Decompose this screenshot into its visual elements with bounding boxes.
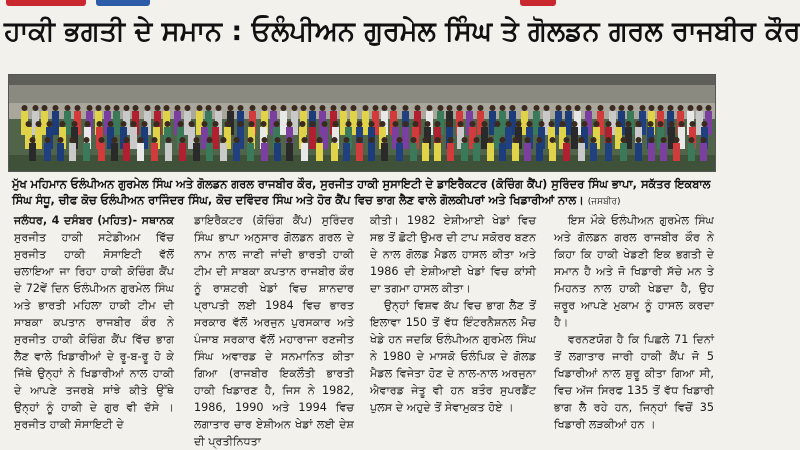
headline: ਹਾਕੀ ਭਗਤੀ ਦੇ ਸਮਾਨ : ਓਲੰਪੀਅਨ ਗੁਰਮੇਲ ਸਿੰਘ ਤੇ ਗੋਲਡਨ ਗਰਲ ਰਾਜਬੀਰ ਕੌਰ — [4, 16, 800, 47]
photo-person — [571, 127, 578, 149]
photo-person-head — [457, 105, 463, 111]
photo-person-head — [391, 105, 397, 111]
photo-person-head — [124, 105, 130, 111]
photo-person-head — [649, 137, 655, 143]
photo-person-head — [70, 137, 76, 143]
photo-person-head — [661, 137, 667, 143]
photo-person-head — [60, 121, 66, 127]
photo-person-head — [206, 105, 212, 111]
photo-person-head — [706, 105, 712, 111]
photo-person — [673, 143, 680, 161]
photo-person-head — [351, 105, 357, 111]
article-dateline: ਜਲੰਧਰ, 4 ਦਸੰਬਰ (ਮਹਿਤ)- ਸਥਾਨਕ — [14, 214, 174, 227]
photo-person-head — [165, 121, 171, 127]
photo-person — [635, 143, 642, 161]
photo-person — [356, 143, 363, 161]
photo-person-head — [628, 105, 634, 111]
photo-person-head — [202, 121, 208, 127]
photo-person-head — [403, 105, 409, 111]
photo-person — [487, 143, 494, 161]
photo-person — [206, 143, 213, 161]
photo-person-head — [357, 137, 363, 143]
photo-person — [52, 111, 59, 135]
top-color-strip — [0, 0, 725, 6]
photo-person-head — [689, 137, 695, 143]
photo-person — [98, 143, 105, 161]
photo-person — [316, 143, 323, 161]
photo-person — [362, 111, 369, 135]
photo-person-head — [564, 137, 570, 143]
photo-person-head — [185, 105, 191, 111]
photo-person-head — [500, 105, 506, 111]
photo-person-head — [152, 137, 158, 143]
photo-person-head — [281, 105, 287, 111]
photo-person — [447, 143, 454, 161]
photo-person-head — [470, 121, 476, 127]
photo-person-head — [317, 137, 323, 143]
photo-person-head — [427, 105, 433, 111]
photo-person-head — [99, 137, 105, 143]
photo-person-head — [114, 105, 120, 111]
photo-person-head — [510, 105, 516, 111]
photo-person-head — [380, 121, 386, 127]
photo-person-head — [435, 121, 441, 127]
photo-person-head — [72, 121, 78, 127]
top-red-blot-2 — [520, 0, 556, 6]
photo-person-head — [164, 105, 170, 111]
photo-person — [590, 143, 597, 161]
photo-person-head — [238, 105, 244, 111]
photo-person-head — [522, 105, 528, 111]
photo-person-head — [621, 137, 627, 143]
photo-person — [309, 127, 316, 149]
photo-person — [536, 143, 543, 161]
photo-person-head — [275, 137, 281, 143]
article-column-3 — [370, 212, 536, 412]
photo-person-head — [166, 137, 172, 143]
photo-person-head — [344, 137, 350, 143]
caption-credit: (ਜਸਬੀਰ) — [587, 197, 621, 207]
photo-person-head — [648, 121, 654, 127]
photo-person-head — [550, 137, 556, 143]
photo-person-head — [467, 105, 473, 111]
photo-person-head — [154, 121, 160, 127]
photo-person-head — [495, 121, 501, 127]
photo-person-head — [575, 105, 581, 111]
photo-person-head — [292, 105, 298, 111]
photo-person-head — [606, 137, 612, 143]
photo-person-head — [207, 137, 213, 143]
photo-person-head — [145, 105, 151, 111]
photo-person-head — [213, 121, 219, 127]
photo-person-head — [701, 137, 707, 143]
photo-person-head — [138, 137, 144, 143]
photo-person — [422, 143, 429, 161]
photo-person-head — [96, 105, 102, 111]
photo-person-head — [594, 121, 600, 127]
photo-person-head — [112, 137, 118, 143]
photo-person-head — [438, 105, 444, 111]
photo-person-head — [301, 105, 307, 111]
photo-person-head — [598, 105, 604, 111]
photo-person — [44, 143, 51, 161]
photo-person-head — [382, 105, 388, 111]
photo-person-head — [513, 137, 519, 143]
photo-person — [402, 127, 409, 149]
photo-person-head — [310, 105, 316, 111]
photo-person — [212, 127, 219, 149]
photo-person-head — [606, 121, 612, 127]
photo-person-head — [566, 105, 572, 111]
photo-person — [512, 143, 519, 161]
photo-person-head — [84, 137, 90, 143]
photo-person-head — [225, 121, 231, 127]
photo-person-head — [579, 137, 585, 143]
photo-person-head — [544, 105, 550, 111]
photo-person-head — [87, 105, 93, 111]
photo-person-head — [525, 137, 531, 143]
photo-person — [660, 143, 667, 161]
photo-person-head — [108, 121, 114, 127]
article-col4-para-1: ਇਸ ਮੌਕੇ ਓਲੰਪੀਅਨ ਗੁਰਮੇਲ ਸਿੰਘ ਅਤੇ ਗੋਲਡਨ ਗਰਲ ਰਾਜਬੀਰ ਕੌਰ ਨੇ ਕਿਹਾ ਕਿ ਹਾਕੀ ਖੇਡਣੀ ਇਕ ਭਗਤੀ ਦੇ ਸਮਾਨ ਹੈ ਅਤੇ ਜੋ ਖਿਡਾਰੀ ਸੱਚੇ ਮਨ ਤੇ ਮਿਹਨਤ ਨਾਲ ਹਾਕੀ ਖੇਡਦਾ ਹੈ, ਉਹ ਜ਼ਰੂਰ ਆਪਣੇ ਮੁਕਾਮ ਨੂੰ ਹਾਸਲ ਕਰਦਾ ਹੈ। — [554, 214, 714, 329]
top-blue-blot — [96, 0, 150, 6]
photo-person — [137, 143, 144, 161]
photo-person-head — [65, 105, 71, 111]
photo-person — [274, 143, 281, 161]
photo-person-head — [97, 121, 103, 127]
photo-person — [151, 143, 158, 161]
photo-person-head — [478, 105, 484, 111]
photo-person-head — [516, 121, 522, 127]
photo-person — [461, 143, 468, 161]
photo-person-head — [435, 137, 441, 143]
photo-person-head — [274, 121, 280, 127]
photo-person-head — [447, 105, 453, 111]
photo-person-head — [322, 121, 328, 127]
photo-person-head — [33, 105, 39, 111]
photo-person-head — [582, 121, 588, 127]
photo-person-head — [262, 137, 268, 143]
photo-person-head — [271, 105, 277, 111]
photo-person-head — [448, 137, 454, 143]
article-column-4 — [554, 212, 714, 431]
article-col1-text: ਸੁਰਜੀਤ ਹਾਕੀ ਸਟੇਡੀਅਮ ਵਿੱਚ ਸੁਰਜੀਤ ਹਾਕੀ ਸੋਸਾਇਟੀ ਵੱਲੋਂ ਚਲਾਇਆ ਜਾ ਰਿਹਾ ਹਾਕੀ ਕੋਚਿੰਗ ਕੈਂਪ ਦੇ 72ਵੇਂ ਦਿਨ ਓਲੰਪੀਅਨ ਗੁਰਮੇਲ ਸਿੰਘ ਅਤੇ ਭਾਰਤੀ ਮਹਿਲਾ ਹਾਕੀ ਟੀਮ ਦੀ ਸਾਬਕਾ ਕਪਤਾਨ ਰਾਜਬੀਰ ਕੌਰ ਨੇ ਸੁਰਜੀਤ ਹਾਕੀ ਕੋਚਿੰਗ ਕੈਂਪ ਵਿੱਚ ਭਾਗ ਲੈਣ ਵਾਲੇ ਖਿਡਾਰੀਆਂ ਦੇ ਰੂ-ਬ-ਰੂ ਹੋ ਕੇ ਜਿੱਥੇ ਉਨ੍ਹਾਂ ਨੇ ਖਿਡਾਰੀਆਂ ਨਾਲ ਹਾਕੀ ਦੇ ਆਪਣੇ ਤਜਰਬੇ ਸਾਂਝੇ ਕੀਤੇ ਉੱਥੇ ਉਨ੍ਹਾਂ ਨੂੰ ਹਾਕੀ ਦੇ ਗੁਰ ਵੀ ਦੱਸੇ । ਸੁਰਜੀਤ ਹਾਕੀ ਸੋਸਾਇਟੀ ਦੇ — [14, 231, 174, 431]
photo-person-head — [679, 121, 685, 127]
photo-person — [648, 143, 655, 161]
photo-person — [35, 127, 42, 149]
photo-person-head — [194, 137, 200, 143]
photo-person-head — [369, 121, 375, 127]
photo-person-head — [534, 105, 540, 111]
photo-person — [57, 143, 64, 161]
photo-person — [280, 111, 287, 135]
photo-person — [331, 143, 338, 161]
photo-person-head — [610, 105, 616, 111]
photo-person-head — [189, 121, 195, 127]
photo-person-head — [124, 137, 130, 143]
photo-person-head — [539, 121, 545, 127]
photo-person-head — [121, 121, 127, 127]
article-col4-para-2: ਵਰਨਣਯੋਗ ਹੈ ਕਿ ਪਿਛਲੇ 71 ਦਿਨਾਂ ਤੋਂ ਲਗਾਤਾਰ ਜਾਰੀ ਹਾਕੀ ਕੈਂਪ ਜੋ 5 ਖਿਡਾਰੀਆਂ ਨਾਲ ਸ਼ੁਰੂ ਕੀਤਾ ਗਿਆ ਸੀ, ਵਿਚ ਅੱਜ ਸਿਰਫ 135 ਤੋਂ ਵੱਧ ਖਿਡਾਰੀ ਭਾਗ ਲੈ ਰਹੇ ਹਨ, ਜਿਨ੍ਹਾਂ ਵਿਚੋਂ 35 ਖਿਡਾਰੀ ਲੜਕੀਆਂ ਹਨ । — [554, 333, 714, 431]
photo-person-head — [674, 137, 680, 143]
photo-person — [220, 143, 227, 161]
photo-person-head — [462, 137, 468, 143]
photo-person-head — [537, 137, 543, 143]
photo-person-head — [262, 105, 268, 111]
photo-person — [505, 127, 512, 149]
photo-person-head — [248, 137, 254, 143]
photo-person-head — [238, 121, 244, 127]
photo-person — [261, 143, 268, 161]
photo-person-head — [142, 121, 148, 127]
photo-person-head — [572, 121, 578, 127]
photo-person-head — [560, 121, 566, 127]
article-col2-text: ਡਾਇਰੈਕਟਰ (ਕੋਚਿੰਗ ਕੈਂਪ) ਸੁਰਿੰਦਰ ਸਿੰਘ ਭਾਪਾ ਅਨੁਸਾਰ ਗੋਲਡਨ ਗਰਲ ਦੇ ਨਾਮ ਨਾਲ ਜਾਣੀ ਜਾਂਦੀ ਭਾਰਤੀ ਹਾਕੀ ਟੀਮ ਦੀ ਸਾਬਕਾ ਕਪਤਾਨ ਰਾਜਬੀਰ ਕੌਰ ਨੂੰ ਰਾਸ਼ਟਰੀ ਖੇਡਾਂ ਵਿਚ ਸ਼ਾਨਦਾਰ ਪ੍ਰਾਪਤੀ ਲਈ 1984 ਵਿਚ ਭਾਰਤ ਸਰਕਾਰ ਵੱਲੋਂ ਅਰਜੁਨ ਪੁਰਸਕਾਰ ਅਤੇ ਪੰਜਾਬ ਸਰਕਾਰ ਵੱਲੋਂ ਮਹਾਰਾਜਾ ਰਣਜੀਤ ਸਿੰਘ ਅਵਾਰਡ ਦੇ ਸਨਮਾਨਿਤ ਕੀਤਾ ਗਿਆ (ਰਾਜਬੀਰ ਇਕਲੌਤੀ ਭਾਰਤੀ ਹਾਕੀ ਖਿਡਾਰਣ ਹੈ, ਜਿਸ ਨੇ 1982, 1986, 1990 ਅਤੇ 1994 ਵਿਚ ਲਗਾਤਾਰ ਚਾਰ ਏਸ਼ੀਅਨ ਖੇਡਾਂ ਲਈ ਦੇਸ਼ ਦੀ ਪ੍ਰਤੀਨਿਧਤਾ — [194, 214, 354, 448]
photo-person-head — [302, 137, 308, 143]
photo-person-head — [397, 137, 403, 143]
photo-person — [565, 111, 572, 135]
photo-person-head — [447, 121, 453, 127]
photo-person-head — [669, 121, 675, 127]
photo-person-head — [175, 105, 181, 111]
photo-person — [286, 143, 293, 161]
photo-person — [123, 143, 130, 161]
photo-person-head — [250, 105, 256, 111]
photo-person-head — [85, 121, 91, 127]
photo-person-head — [678, 105, 684, 111]
photo-person — [165, 143, 172, 161]
photo-person — [700, 143, 707, 161]
photo-person-head — [133, 105, 139, 111]
photo-person-head — [42, 105, 48, 111]
photo-person — [343, 143, 350, 161]
photo-person-head — [26, 121, 32, 127]
photo-person-head — [346, 121, 352, 127]
photo-person — [179, 143, 186, 161]
photo-person-head — [668, 105, 674, 111]
article-body — [14, 212, 716, 448]
photo-person-head — [636, 121, 642, 127]
photo-person-head — [287, 137, 293, 143]
photo-person-head — [636, 137, 642, 143]
photo-person-head — [640, 105, 646, 111]
photo-person-head — [287, 121, 293, 127]
photo-person-head — [22, 105, 28, 111]
photo-person — [410, 143, 417, 161]
photo-person — [69, 143, 76, 161]
photo-person — [368, 143, 375, 161]
photo-person-head — [75, 105, 81, 111]
photo-person-head — [549, 121, 555, 127]
photo-person-head — [300, 121, 306, 127]
photo-person — [381, 143, 388, 161]
photo-person-head — [393, 121, 399, 127]
photo-person-head — [47, 121, 53, 127]
photo-person-head — [425, 121, 431, 127]
photo-person-head — [500, 137, 506, 143]
photo-person — [549, 143, 556, 161]
photo-person-head — [341, 105, 347, 111]
photo-person-head — [616, 121, 622, 127]
photo-person — [193, 143, 200, 161]
photo-person-head — [197, 105, 203, 111]
photo-person-head — [105, 105, 111, 111]
photo-person-head — [131, 121, 137, 127]
photo-person-head — [249, 121, 255, 127]
photo-person-head — [180, 137, 186, 143]
photo-person-head — [697, 105, 703, 111]
photo-person-head — [333, 121, 339, 127]
article-column-1 — [14, 212, 174, 431]
photo-person-head — [332, 137, 338, 143]
photo-person — [29, 143, 36, 161]
group-photo-icon — [9, 75, 715, 171]
photo-person — [111, 143, 118, 161]
photo-person-head — [369, 137, 375, 143]
photo-person-head — [36, 121, 42, 127]
photo-person-head — [373, 105, 379, 111]
photo-person-head — [53, 105, 59, 111]
photo-person-head — [155, 105, 161, 111]
article-col3-para-2: ਉਨ੍ਹਾਂ ਵਿਸ਼ਵ ਕੱਪ ਵਿਚ ਭਾਗ ਲੈਣ ਤੋਂ ਇਲਾਵਾ 150 ਤੋਂ ਵੱਧ ਇੰਟਰਨੈਸ਼ਨਲ ਮੈਚ ਖੇਡੇ ਹਨ ਜਦਕਿ ਓਲੰਪੀਅਨ ਗੁਰਮੇਲ ਸਿੰਘ ਨੇ 1980 ਦੇ ਮਾਸਕੋ ਓਲੰਪਿਕ ਦੇ ਗੋਲਡ ਮੈਡਲ ਵਿਜੇਤਾ ਹੋਣ ਦੇ ਨਾਲ-ਨਾਲ ਅਰਜੁਨਾ ਐਵਾਰਡ ਜੇਤੂ ਵੀ ਹਨ ਬਤੌਰ ਸੁਪਰਡੈਂਟ ਪੁਲਸ ਦੇ ਅਹੁਦੇ ਤੋਂ ਸੇਵਾਮੁਕਤ ਹੋਏ । — [370, 299, 536, 414]
photo-person-head — [458, 121, 464, 127]
photo-person-head — [658, 121, 664, 127]
photo-person — [524, 143, 531, 161]
photo-person-head — [363, 105, 369, 111]
photo-person — [481, 127, 488, 149]
photo-person-head — [178, 121, 184, 127]
photo-person-head — [331, 105, 337, 111]
photo-person-head — [586, 105, 592, 111]
photo-person-head — [482, 121, 488, 127]
photo-person-head — [619, 105, 625, 111]
photo-person-head — [490, 105, 496, 111]
photo-person-head — [413, 121, 419, 127]
photo-person — [301, 143, 308, 161]
photo-person — [473, 143, 480, 161]
photo-person-head — [357, 121, 363, 127]
photo-person — [499, 143, 506, 161]
photo-person-head — [30, 137, 36, 143]
photo-person-head — [415, 105, 421, 111]
photo-person — [578, 143, 585, 161]
photo-person-head — [221, 137, 227, 143]
photo-person — [113, 111, 120, 135]
photo-person — [620, 143, 627, 161]
photo-person — [247, 143, 254, 161]
photo-person-head — [58, 137, 64, 143]
article-col3-para-1: ਕੀਤੀ। 1982 ਏਸ਼ੀਆਈ ਖੇਡਾਂ ਵਿਚ ਸਭ ਤੋਂ ਛੋਟੀ ਉਮਰ ਦੀ ਟਾਪ ਸਕੋਰਰ ਬਣਨ ਦੇ ਨਾਲ ਗੋਲਡ ਮੈਡਲ ਹਾਸਲ ਕੀਤਾ ਅਤੇ 1986 ਦੀ ਏਸ਼ੀਆਈ ਖੇਡਾਂ ਵਿਚ ਕਾਂਸੀ ਦਾ ਤਗਮਾ ਹਾਸਲ ਕੀਤਾ। — [370, 214, 536, 295]
photo-person — [563, 143, 570, 161]
photo-person-head — [690, 121, 696, 127]
photo-person-head — [488, 137, 494, 143]
article-column-2 — [194, 212, 354, 448]
photo-person-head — [411, 137, 417, 143]
photo-person-head — [649, 105, 655, 111]
photo-person — [130, 127, 137, 149]
photo-person-head — [591, 137, 597, 143]
photo-person-head — [474, 137, 480, 143]
photo-person — [688, 143, 695, 161]
photo-person — [233, 143, 240, 161]
photo-person — [396, 143, 403, 161]
top-red-blot — [6, 0, 86, 6]
photo-person-head — [403, 121, 409, 127]
photo-person-head — [310, 121, 316, 127]
photo-person-head — [658, 105, 664, 111]
photo-person-head — [382, 137, 388, 143]
photo-person-head — [320, 105, 326, 111]
photo-person-head — [506, 121, 512, 127]
photo-person-head — [626, 121, 632, 127]
photo-person-head — [702, 121, 708, 127]
photo-person-head — [228, 105, 234, 111]
photo-person-head — [527, 121, 533, 127]
photo-person-head — [216, 105, 222, 111]
group-photo — [8, 74, 716, 172]
photo-person-head — [423, 137, 429, 143]
photo-person-head — [261, 121, 267, 127]
photo-person — [83, 143, 90, 161]
caption-text: ਮੁੱਖ ਮਹਿਮਾਨ ਓਲੰਪੀਅਨ ਗੁਰਮੇਲ ਸਿੰਘ ਅਤੇ ਗੋਲਡਨ ਗਰਲ ਰਾਜਬੀਰ ਕੌਰ, ਸੁਰਜੀਤ ਹਾਕੀ ਸੁਸਾਇਟੀ ਦੇ ਡਾਇਰੈਕਟਰ (ਕੋਚਿੰਗ ਕੈਂਪ) ਸੁਰਿੰਦਰ ਸਿੰਘ ਭਾਪਾ, ਸਕੱਤਰ ਇਕਬਾਲ ਸਿੰਘ ਸੰਧੂ, ਚੀਫ ਕੋਚ ਓਲੰਪੀਅਨ ਰਾਜਿੰਦਰ ਸਿੰਘ, ਕੋਚ ਦਵਿੰਦਰ ਸਿੰਘ ਅਤੇ ਹੋਰ ਕੈਂਪ ਵਿਚ ਭਾਗ ਲੈਣ ਵਾਲੇ ਗੋਲਕੀਪਰਾਂ ਅਤੇ ਖਿਡਾਰੀਆਂ ਨਾਲ। — [12, 177, 711, 207]
photo-caption — [12, 176, 716, 210]
photo-person — [434, 143, 441, 161]
photo-person-head — [688, 105, 694, 111]
photo-person-head — [234, 137, 240, 143]
photo-person-head — [556, 105, 562, 111]
photo-person-head — [45, 137, 51, 143]
photo-person — [605, 143, 612, 161]
